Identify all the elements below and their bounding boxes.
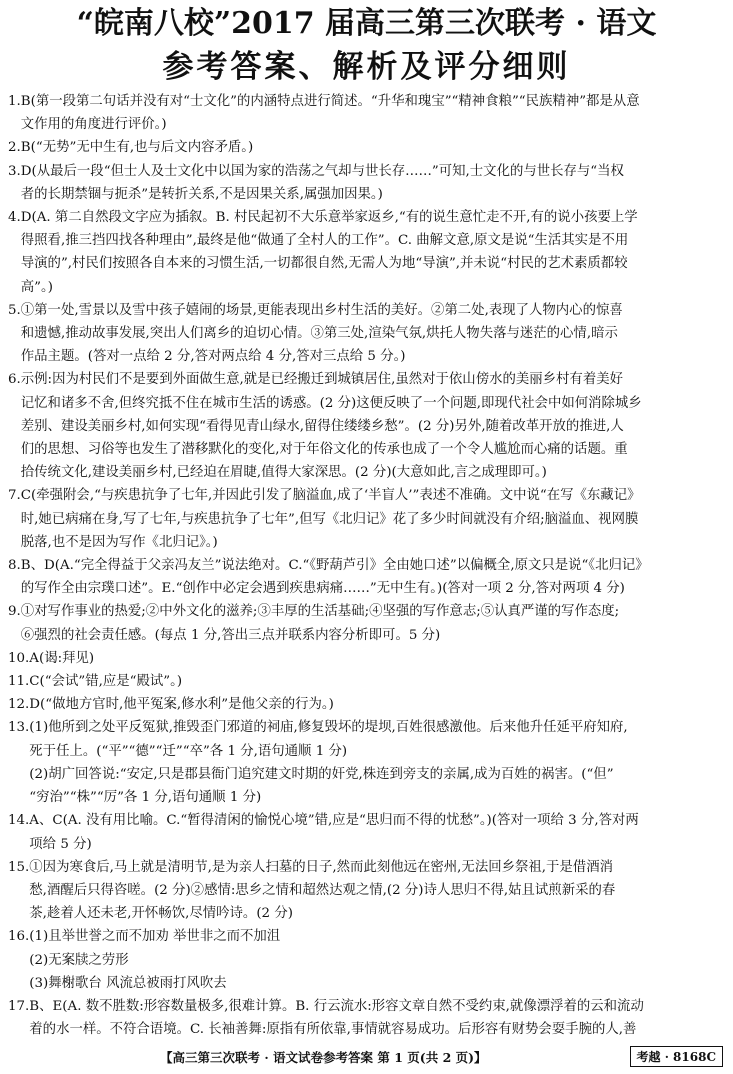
answer-line: B(“无势”无中生有,也与后文内容矛盾。) — [20, 140, 254, 156]
answer-line: B(第一段第二句话并没有对“士文化”的内涵特点进行简述。“升华和瑰宝”“精神食粮”“民族精神”都是从意 — [20, 94, 640, 109]
answer-number: 3. — [8, 163, 21, 179]
answer-line: 脱落,也不是因为写作《北归记》。) — [20, 534, 218, 550]
answer-number: 7. — [8, 488, 21, 504]
answer-text — [21, 160, 720, 206]
exam-code-box: 考越 · 8168C — [630, 1046, 723, 1067]
answer-line: C(牵强附会,“与疾患抗争了七年,并因此引发了脑溢血,成了‘半盲人’”表述不准确。文中说“在写《东藏记》 — [20, 488, 641, 504]
answer-line: C(“会试”错,应是“殿试”。) — [29, 674, 183, 690]
answer-item — [8, 995, 720, 1041]
answer-line: ①第一处,雪景以及雪中孩子嬉闹的场景,更能表现出乡村生活的美好。②第二处,表现了人物内心的惊喜 — [20, 302, 623, 318]
answer-line: 和遗憾,推动故事发展,突出人们离乡的迫切心情。③第三处,渲染气氛,烘托人物失落与迷茫的心情,暗示 — [20, 326, 618, 342]
answer-text — [21, 600, 720, 646]
answer-line: D(“做地方官时,他平冤案,修水利”是他父亲的行为。) — [29, 697, 334, 713]
answer-line: 死于任上。(“平”“德”“迁”“卒”各 1 分,语句通顺 1 分) — [29, 743, 348, 759]
answer-text — [29, 647, 720, 670]
answer-item — [8, 716, 720, 809]
answer-item — [8, 90, 720, 136]
answer-text — [21, 368, 720, 484]
answer-list — [8, 90, 720, 1041]
answer-line: (2)胡广回答说:“安定,只是郡县衙门追究建文时期的奸党,株连到旁支的亲属,成为百姓的祸害。(“但” — [29, 766, 614, 782]
answer-line: 拾传统文化,建设美丽乡村,已经迫在眉睫,值得大家深思。(2 分)(大意如此,言之成理即可。) — [20, 465, 547, 481]
answer-line: 记忆和诸多不舍,但终究抵不住在城市生活的诱惑。(2 分)这便反映了一个问题,即现代社会中如何消除城乡 — [20, 395, 642, 411]
answer-text — [21, 299, 720, 369]
answer-line: 差别、建设美丽乡村,如何实现“看得见青山绿水,留得住缕缕乡愁”。(2 分)另外,随着改革开放的推进,人 — [20, 418, 624, 434]
answer-line: ⑥强烈的社会责任感。(每点 1 分,答出三点并联系内容分析即可。5 分) — [20, 627, 441, 643]
answer-item — [8, 670, 720, 693]
answer-number: 17. — [8, 998, 30, 1014]
answer-line: ①因为寒食后,马上就是清明节,是为亲人扫墓的日子,然而此刻他远在密州,无法回乡祭祖,于是借酒消 — [29, 859, 613, 875]
answer-line: B、E(A. 数不胜数:形容数量极多,很难计算。B. 行云流水:形容文章自然不受约束,就像漂浮着的云和流动 — [29, 998, 644, 1014]
answer-line: (1)他所到之处平反冤狱,推毁歪门邪道的祠庙,修复毁坏的堤坝,百姓很感激他。后来他升任延平府知府, — [29, 720, 628, 736]
answer-line: 作品主题。(答对一点给 2 分,答对两点给 4 分,答对三点给 5 分。) — [20, 349, 406, 365]
answer-line: ①对写作事业的热爱;②中外文化的滋养;③丰厚的生活基础;④坚强的写作意志;⑤认真严谨的写作态度; — [20, 604, 620, 620]
answer-line: 文作用的角度进行评价。) — [20, 117, 167, 133]
answer-line: 茶,趁着人还未老,开怀畅饮,尽情吟诗。(2 分) — [29, 906, 293, 922]
answer-line: 示例:因为村民们不是要到外面做生意,就是已经搬迁到城镇居住,虽然对于依山傍水的美丽乡村有着美好 — [20, 372, 623, 388]
page-footer — [0, 1044, 733, 1068]
answer-text — [21, 484, 720, 554]
answer-text — [21, 136, 720, 159]
answer-text — [29, 716, 720, 809]
answer-item — [8, 299, 720, 369]
answer-line: (3)舞榭歌台 风流总被雨打风吹去 — [29, 975, 227, 991]
answer-line: (2)无案牍之劳形 — [29, 952, 129, 968]
answer-number: 9. — [8, 604, 21, 620]
answer-text — [29, 925, 720, 995]
answer-number: 8. — [8, 558, 21, 574]
answer-text — [29, 995, 720, 1041]
answer-number: 14. — [8, 813, 30, 829]
answer-item — [8, 554, 720, 600]
answer-line: 着的水一样。不符合语境。C. 长袖善舞:原指有所依靠,事情就容易成功。后形容有财势会耍手腕的人,善 — [29, 1022, 637, 1038]
answer-text — [21, 554, 720, 600]
answer-line: 时,她已病痛在身,写了七年,与疾患抗争了七年”,但写《北归记》花了多少时间就没有介绍;脑溢血、视网膜 — [20, 511, 639, 527]
answer-number: 4. — [8, 210, 21, 226]
answer-text — [21, 206, 720, 299]
answer-line: 的写作全由宗璞口述”。E.“创作中必定会遇到疾患病痛……”无中生有。)(答对一项 2 分,答对两项 4 分) — [20, 581, 625, 597]
answer-item — [8, 160, 720, 206]
answer-line: 导演的”,村民们按照各自本来的习惯生活,一切都很自然,无需人为地“导演”,并未说“村民的艺术素质都较 — [20, 256, 628, 272]
answer-line: A、C(A. 没有用比喻。C.“暂得清闲的愉悦心境”错,应是“思归而不得的忧愁”。)(答对一项给 3 分,答对两 — [29, 813, 639, 829]
answer-line: 愁,酒醒后只得咨嗟。(2 分)②感情:思乡之情和超然达观之情,(2 分)诗人思归不得,姑且试煎新采的春 — [29, 882, 616, 898]
answer-item — [8, 600, 720, 646]
answer-line: 们的思想、习俗等也发生了潜移默化的变化,对于年俗文化的传承也成了一个令人尴尬而心痛的话题。重 — [20, 442, 628, 458]
answer-number: 2. — [8, 140, 21, 156]
answer-item — [8, 856, 720, 926]
answer-item — [8, 647, 720, 670]
answer-line: D(从最后一段“但士人及士文化中以国为家的浩荡之气却与世长存……”可知,士文化的与世长存与“当权 — [20, 163, 624, 179]
answer-line: 者的长期禁锢与扼杀”是转折关系,不是因果关系,属强加因果。) — [20, 186, 383, 202]
answer-line: D(A. 第二自然段文字应为插叙。B. 村民起初不大乐意举家返乡,“有的说生意忙走不开,有的说小孩要上学 — [20, 210, 638, 226]
answer-line: A(谒:拜见) — [29, 650, 95, 666]
footer-page-info: 【高三第三次联考 · 语文试卷参考答案 第 1 页(共 2 页)】 — [160, 1050, 487, 1065]
answer-line: 项给 5 分) — [29, 836, 92, 852]
answer-line: 得照看,推三挡四找各种理由”,最终是他“做通了全村人的工作”。C. 曲解文意,原文是说“生活其实是不用 — [20, 233, 629, 249]
answer-item — [8, 693, 720, 716]
answer-line: “穷治”“株”“厉”各 1 分,语句通顺 1 分) — [29, 790, 262, 806]
answer-number: 5. — [8, 302, 21, 318]
answer-text — [29, 809, 720, 855]
answer-number: 13. — [8, 720, 30, 736]
answer-line: B、D(A.“完全得益于父亲冯友兰”说法绝对。C.“《野葫芦引》全由她口述”以偏概全,原文只是说“《北归记》 — [20, 558, 649, 574]
answer-item — [8, 925, 720, 995]
document-subtitle: 参考答案、解析及评分细则 — [162, 49, 571, 85]
answer-number: 11. — [8, 674, 30, 690]
answer-number: 15. — [8, 859, 30, 875]
answer-number: 16. — [8, 929, 30, 945]
answer-line: 高”。) — [20, 279, 53, 295]
answer-text — [29, 856, 720, 926]
answer-text — [29, 670, 720, 693]
answer-text — [21, 90, 720, 136]
answer-number: 12. — [8, 697, 30, 713]
answer-line: (1)且举世誉之而不加劝 举世非之而不加沮 — [29, 929, 281, 945]
document-title: “皖南八校”2017 届高三第三次联考 · 语文 — [76, 6, 657, 41]
answer-item — [8, 206, 720, 299]
answer-number: 10. — [8, 650, 30, 666]
answer-item — [8, 484, 720, 554]
answer-number: 1. — [8, 94, 21, 109]
answer-item — [8, 368, 720, 484]
answer-item — [8, 136, 720, 159]
answer-item — [8, 809, 720, 855]
answer-text — [29, 693, 720, 716]
answer-number: 6. — [8, 372, 21, 388]
